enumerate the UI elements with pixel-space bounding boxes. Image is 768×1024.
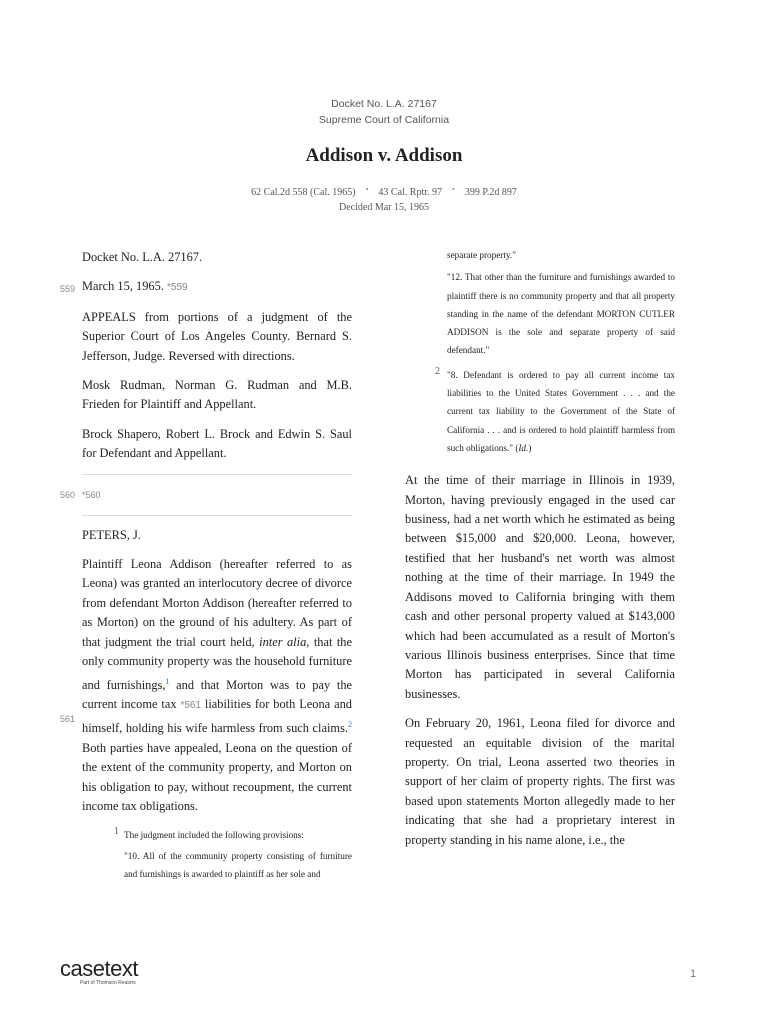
docket-paragraph: Docket No. L.A. 27167. <box>82 250 203 264</box>
defendant-counsel: Brock Shapero, Robert L. Brock and Edwin S. Saul for Defendant and Appellant. <box>82 426 352 461</box>
casetext-logo[interactable] <box>60 958 138 986</box>
footnote-text-part: "8. Defendant is ordered to pay all current income tax liabilities to the United States Government . . . and the current tax liability to the Government of the State of California . . . and is ordered to hold plaintiff harmless from such obligations." ( <box>447 369 675 453</box>
footnote-text-part: ) <box>528 442 532 453</box>
page-marker-561: 561 <box>60 714 76 725</box>
opinion-text: and that Morton was to pay the current income tax <box>82 677 353 711</box>
citations <box>0 182 768 215</box>
appeals-paragraph: APPEALS from portions of a judgment of the Superior Court of Los Angeles County. Bernard S. Jefferson, Judge. Reversed with directions. <box>82 309 352 363</box>
footnote-text: "12. That other than the furniture and furnishings awarded to plaintiff there is no community property and that all property standing in the name of the defendant MORTON CUTLER ADDISON is the sole and separate property of said defendant." <box>447 272 675 356</box>
date-text: March 15, 1965. <box>82 279 164 294</box>
date-paragraph <box>60 277 352 297</box>
opinion-text: Both parties have appealed, Leona on the question of the extent of the community property, and Morton on his obligation to pay, without recoupment, the current income tax obligations. <box>82 740 352 813</box>
page-number: 1 <box>690 968 697 980</box>
plaintiff-counsel: Mosk Rudman, Norman G. Rudman and M.B. Frieden for Plaintiff and Appellant. <box>82 378 352 412</box>
footnote-text <box>447 366 675 457</box>
footnote-1-continued <box>405 246 675 360</box>
case-title: Addison v. Addison <box>305 145 463 166</box>
citation-p2d: 399 P.2d 897 <box>464 187 517 198</box>
author-justice: PETERS, J. <box>82 527 141 542</box>
footnote-text: "10. All of the community property consisting of furniture and furnishings is awarded to plaintiff as her sole and <box>124 850 352 879</box>
right-column <box>405 248 675 860</box>
footnote-ref-2[interactable]: 2 <box>348 720 352 730</box>
page-divider <box>82 515 352 516</box>
footnote-ref-1[interactable]: 1 <box>165 676 170 686</box>
page-marker-560: 560 <box>60 489 76 500</box>
opinion-text: liabilities for both Leona and himself, holding his wife harmless from such claims. <box>82 696 352 736</box>
star-page-560: *560 <box>82 489 101 500</box>
footnote-text: separate property." <box>447 250 516 260</box>
logo-text: casetext <box>60 956 138 981</box>
footnote-2 <box>405 366 675 457</box>
inter-alia-text: inter alia, <box>259 634 310 649</box>
left-column <box>60 248 353 885</box>
citation-calrptr: 43 Cal. Rptr. 97 <box>378 187 443 198</box>
opinion-paragraph-2: At the time of their marriage in Illinois in 1939, Morton, having previously engaged in the used car business, had a net worth which he estimated as being between $15,000 and $20,000. Leona, however, testified that her husband's net worth was almost nothing at the time of their marriage. In 1949 the Addisons moved to California bringing with them cash and other personal property valued at $143,000 which had been accumulated as a result of Morton's various Illinois business enterprises. Since that time Morton has participated in several California businesses. <box>405 473 675 701</box>
star-page-561: *561 <box>180 699 201 711</box>
footnote-text: The judgment included the following provisions: <box>124 830 304 841</box>
opinion-text: that the only community property was the household furniture and furnishings, <box>82 634 352 692</box>
opinion-paragraph-3: On February 20, 1961, Leona filed for divorce and requested an equitable division of the marital property. On trial, Leona asserted two theories in support of her claim of property rights. The first was based upon statements Morton allegedly made to her indicating that she had a proprietary interest in property standing in his name alone, i.e., the <box>405 716 675 847</box>
citation-cal2d: 62 Cal.2d 558 (Cal. 1965) <box>251 187 356 198</box>
separator-dot-icon: • <box>452 185 455 194</box>
logo-subtext: Part of Thomson Reuters <box>80 980 136 986</box>
page-break-560 <box>60 485 352 505</box>
page-divider <box>82 474 352 475</box>
docket-number: Docket No. L.A. 27167 <box>331 98 437 110</box>
opinion-text: Plaintiff Leona Addison (hereafter referred to as Leona) was granted an interlocutory decree of divorce from defendant Morton Addison (hereafter referred to as Morton) on the ground of his adultery. As part of that judgment the trial court held, <box>82 557 352 649</box>
footnote-number: 1 <box>114 826 119 838</box>
court-name: Supreme Court of California <box>318 114 450 126</box>
page-marker-559: 559 <box>60 284 76 295</box>
decided-date: Decided Mar 15, 1965 <box>339 202 429 213</box>
footnote-1 <box>82 826 352 883</box>
star-page-559: *559 <box>167 282 188 294</box>
case-header <box>0 96 768 215</box>
id-citation: Id. <box>518 442 529 453</box>
opinion-paragraph-1 <box>60 555 353 816</box>
separator-dot-icon: • <box>365 185 369 194</box>
footnote-number: 2 <box>435 365 440 377</box>
